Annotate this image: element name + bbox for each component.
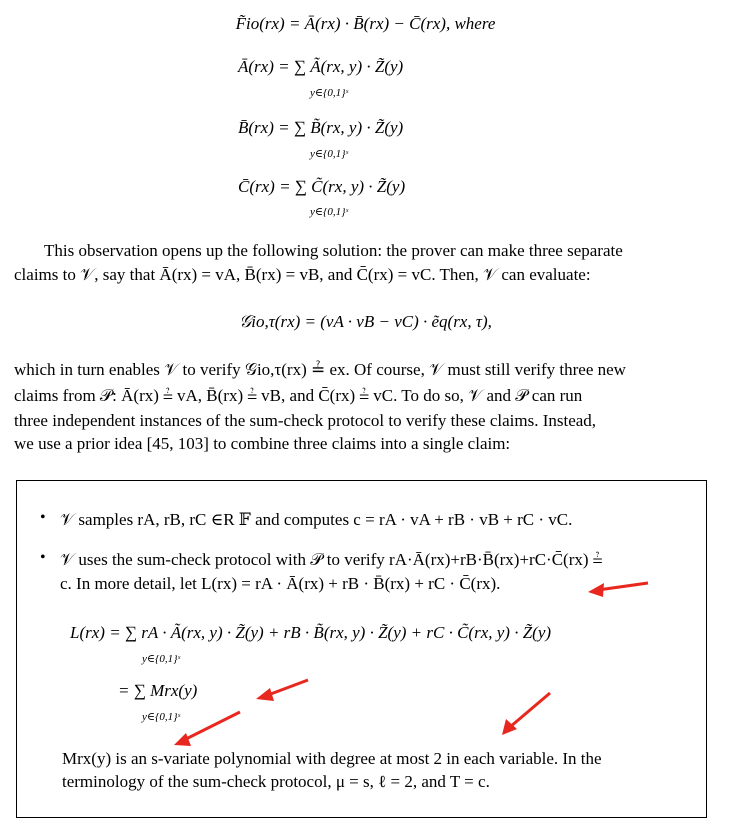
eq-b-definition: B̄(rx) = ∑ B̃(rx, y) · Z̃(y) <box>238 118 404 137</box>
red-arrow-icon <box>174 712 240 746</box>
bullet-dot: • <box>40 509 46 526</box>
red-arrow-icon <box>256 680 308 701</box>
final-line-2: terminology of the sum-check protocol, μ = s, ℓ = 2, and T = c. <box>62 772 490 791</box>
sum-subscript: y∈{0,1}ˢ <box>310 148 348 160</box>
red-arrow-icon <box>588 583 648 597</box>
bullet-2-line-1: 𝒱 uses the sum-check protocol with 𝒫 to verify rA·Ā(rx)+rB·B̄(rx)+rC·C̄(rx) ≟ <box>60 550 603 569</box>
sum-subscript: y∈{0,1}ˢ <box>310 87 348 99</box>
sum-subscript: y∈{0,1}ˢ <box>142 711 180 723</box>
eq-c-definition: C̄(rx) = ∑ C̃(rx, y) · Z̃(y) <box>238 177 406 196</box>
paragraph-1-line-2: claims to 𝒱, say that Ā(rx) = vA, B̄(rx) = vB, and C̄(rx) = vC. Then, 𝒱 can evaluate: <box>14 265 591 284</box>
paragraph-2-line-2: claims from 𝒫: Ā(rx) ≟ vA, B̄(rx) ≟ vB, and C̄(rx) ≟ vC. To do so, 𝒱 and 𝒫 can run <box>14 386 583 405</box>
paragraph-1-line-1: This observation opens up the following solution: the prover can make three separate <box>44 241 623 260</box>
paragraph-2-line-1: which in turn enables 𝒱 to verify 𝒢io,τ(rx) ≟ ex. Of course, 𝒱 must still verify three new <box>14 360 626 379</box>
eq-a-definition: Ā(rx) = ∑ Ã(rx, y) · Z̃(y) <box>238 57 404 76</box>
paragraph-2-line-3: three independent instances of the sum-check protocol to verify these claims. Instead, <box>14 411 597 430</box>
sum-subscript: y∈{0,1}ˢ <box>142 653 180 665</box>
final-line-1: Mrx(y) is an s-variate polynomial with degree at most 2 in each variable. In the <box>62 749 602 768</box>
eq-l-definition: L(rx) = ∑ rA · Ã(rx, y) · Z̃(y) + rB · B̃(rx, y) · Z̃(y) + rC · C̃(rx, y) · Z̃(y) <box>70 623 552 642</box>
paragraph-2-line-4: we use a prior idea [45, 103] to combine three claims into a single claim: <box>14 434 511 453</box>
eq-m-definition: = ∑ Mrx(y) <box>118 681 198 700</box>
bullet-dot: • <box>40 549 46 566</box>
red-arrow-icon <box>502 693 550 735</box>
sum-subscript: y∈{0,1}ˢ <box>310 206 348 218</box>
bullet-2-line-2: c. In more detail, let L(rx) = rA · Ā(rx) + rB · B̄(rx) + rC · C̄(rx). <box>60 574 501 593</box>
eq-g-definition: 𝒢io,τ(rx) = (vA · vB − vC) · ẽq(rx, τ), <box>239 312 492 331</box>
eq-f-definition: F̃io(rx) = Ā(rx) · B̄(rx) − C̄(rx), where <box>235 14 496 33</box>
bullet-1-text: 𝒱 samples rA, rB, rC ∈R 𝔽 and computes c = rA · vA + rB · vB + rC · vC. <box>60 510 573 529</box>
